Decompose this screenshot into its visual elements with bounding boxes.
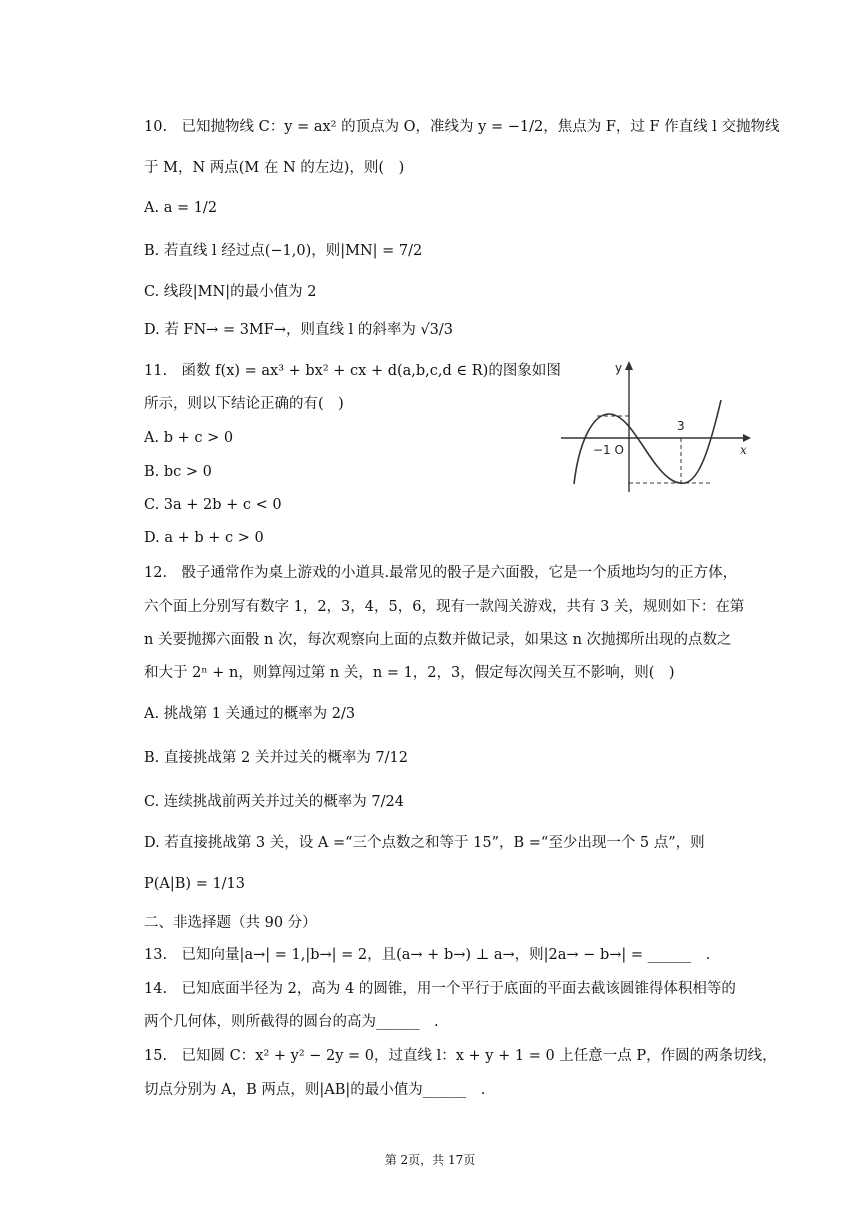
q10-option-d: D. 若 FN→ = 3MF→，则直线 l 的斜率为 √3/3 — [144, 322, 454, 338]
q12-line3: n 关要抛掷六面骰 n 次，每次观察向上面的点数并做记录，如果这 n 次抛掷所出现的点数之 — [144, 632, 732, 648]
q14-line1: 14. 已知底面半径为 2，高为 4 的圆锥，用一个平行于底面的平面去截该圆锥得体积相等的 — [144, 981, 736, 997]
q11-option-a: A. b + c > 0 — [144, 430, 234, 446]
origin-label: −1 O — [593, 443, 624, 457]
cubic-function-graph — [557, 356, 753, 492]
cubic-curve — [574, 400, 721, 484]
q10-option-b: B. 若直线 l 经过点(−1,0)，则|MN| = 7/2 — [144, 243, 423, 259]
q13-line: 13. 已知向量|a→| = 1,|b→| = 2，且(a→ + b→) ⊥ a→，则|2a→ − b→| = ______ . — [144, 947, 711, 963]
q11-option-d: D. a + b + c > 0 — [144, 530, 264, 546]
q10-option-c: C. 线段|MN|的最小值为 2 — [144, 284, 317, 300]
q12-line4: 和大于 2ⁿ + n，则算闯过第 n 关，n = 1，2，3，假定每次闯关互不影响，则( ) — [144, 665, 675, 681]
q11-line1: 11. 函数 f(x) = ax³ + bx² + cx + d(a,b,c,d ∈ R)的图象如图 — [144, 363, 561, 379]
q14-line2: 两个几何体，则所截得的圆台的高为______ . — [144, 1014, 439, 1030]
q12-line1: 12. 骰子通常作为桌上游戏的小道具.最常见的骰子是六面骰，它是一个质地均匀的正方体， — [144, 565, 738, 581]
tick-3-label: 3 — [677, 419, 685, 433]
q10-line2: 于 M，N 两点(M 在 N 的左边)，则( ) — [144, 160, 405, 176]
y-axis-arrow — [625, 361, 633, 370]
q11-option-c: C. 3a + 2b + c < 0 — [144, 497, 282, 513]
q10-line1: 10. 已知抛物线 C：y = ax² 的顶点为 O，准线为 y = −1/2，焦点为 F，过 F 作直线 l 交抛物线 — [144, 119, 780, 135]
q12-option-a: A. 挑战第 1 关通过的概率为 2/3 — [144, 706, 356, 722]
q12-option-c: C. 连续挑战前两关并过关的概率为 7/24 — [144, 794, 404, 810]
q12-option-d-line1: D. 若直接挑战第 3 关，设 A =“三个点数之和等于 15”，B =“至少出现一个 5 点”，则 — [144, 835, 705, 851]
x-axis-arrow — [743, 434, 751, 442]
q15-line2: 切点分别为 A，B 两点，则|AB|的最小值为______ . — [144, 1082, 486, 1098]
q12-option-d-line2: P(A|B) = 1/13 — [144, 876, 246, 892]
q10-option-a: A. a = 1/2 — [144, 200, 218, 216]
q11-line2: 所示，则以下结论正确的有( ) — [144, 396, 344, 412]
x-axis-label: x — [740, 443, 747, 457]
y-axis-label: y — [615, 361, 623, 375]
q12-line2: 六个面上分别写有数字 1，2，3，4，5，6，现有一款闯关游戏，共有 3 关，规则如下：在第 — [144, 599, 745, 615]
q11-option-b: B. bc > 0 — [144, 464, 212, 480]
q15-line1: 15. 已知圆 C：x² + y² − 2y = 0，过直线 l：x + y + 1 = 0 上任意一点 P，作圆的两条切线， — [144, 1048, 777, 1064]
section-heading: 二、非选择题（共 90 分） — [144, 915, 317, 931]
page-footer: 第 2页，共 17页 — [384, 1153, 476, 1167]
q12-option-b: B. 直接挑战第 2 关并过关的概率为 7/12 — [144, 750, 408, 766]
